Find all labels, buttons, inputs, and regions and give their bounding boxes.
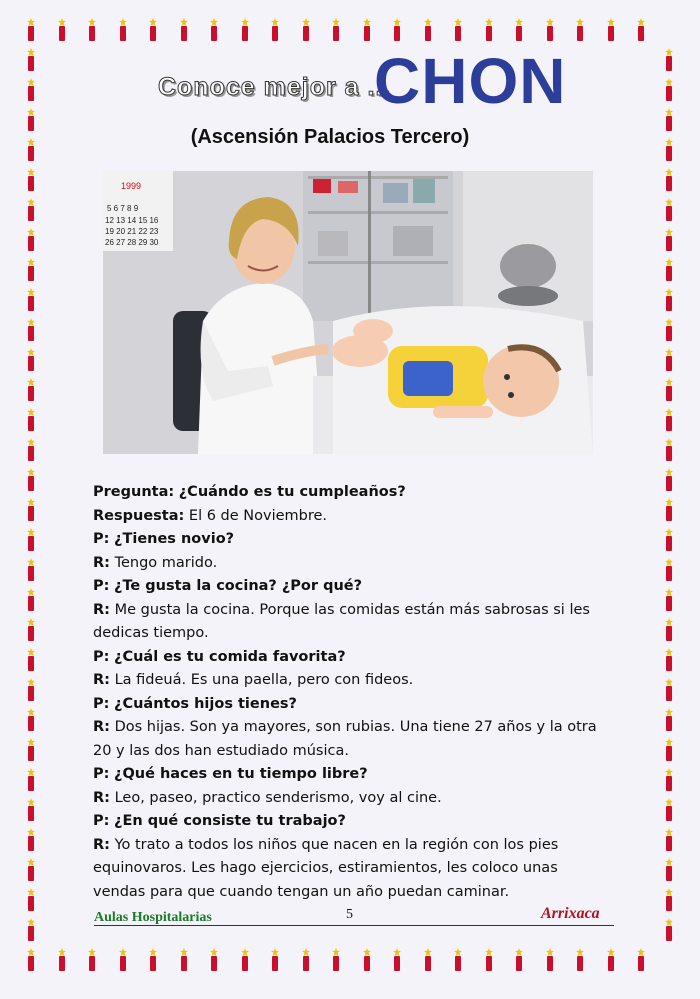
calendar-row-4: 26 27 28 29 30 bbox=[105, 238, 159, 247]
interview-line bbox=[93, 787, 613, 811]
candle-icon bbox=[453, 18, 463, 42]
candle-icon bbox=[57, 18, 67, 42]
candle-icon bbox=[664, 738, 674, 762]
candle-icon bbox=[664, 198, 674, 222]
candle-icon bbox=[664, 108, 674, 132]
candle-icon bbox=[26, 648, 36, 672]
candle-icon bbox=[392, 18, 402, 42]
interview-question: ¿Te gusta la cocina? ¿Por qué? bbox=[114, 578, 363, 594]
candle-icon bbox=[664, 618, 674, 642]
header-name: CHON bbox=[374, 45, 567, 117]
candle-icon bbox=[209, 948, 219, 972]
candle-icon bbox=[240, 18, 250, 42]
interview-answer: Dos hijas. Son ya mayores, son rubias. Una tiene 27 años y la otra 20 y las dos han estudiado música. bbox=[93, 719, 597, 759]
candle-icon bbox=[270, 948, 280, 972]
candle-icon bbox=[664, 768, 674, 792]
candle-icon bbox=[26, 348, 36, 372]
candle-icon bbox=[606, 948, 616, 972]
interview bbox=[93, 481, 613, 904]
photo bbox=[103, 171, 593, 454]
header bbox=[158, 40, 578, 120]
interview-answer: Tengo marido. bbox=[114, 554, 218, 571]
candle-icon bbox=[545, 18, 555, 42]
interview-question: ¿Cuál es tu comida favorita? bbox=[114, 648, 346, 665]
candle-icon bbox=[26, 528, 36, 552]
interview-question: ¿Cuántos hijos tienes? bbox=[114, 695, 297, 712]
candle-icon bbox=[26, 708, 36, 732]
candle-icon bbox=[26, 258, 36, 282]
candle-icon bbox=[148, 18, 158, 42]
candle-icon bbox=[664, 678, 674, 702]
candle-icon bbox=[26, 198, 36, 222]
interview-label: P: bbox=[93, 648, 110, 665]
calendar-year: 1999 bbox=[121, 181, 142, 191]
interview-line bbox=[93, 528, 613, 552]
candle-icon bbox=[26, 78, 36, 102]
candle-icon bbox=[484, 948, 494, 972]
interview-label: R: bbox=[93, 836, 110, 853]
candle-icon bbox=[664, 798, 674, 822]
candle-icon bbox=[664, 558, 674, 582]
interview-line bbox=[93, 646, 613, 670]
candle-icon bbox=[664, 858, 674, 882]
interview-answer: El 6 de Noviembre. bbox=[188, 507, 328, 524]
candle-icon bbox=[545, 948, 555, 972]
candle-icon bbox=[664, 918, 674, 942]
interview-question: ¿En qué consiste tu trabajo? bbox=[114, 813, 346, 829]
interview-label: R: bbox=[93, 554, 110, 571]
interview-question: ¿Tienes novio? bbox=[114, 531, 235, 547]
candle-icon bbox=[606, 18, 616, 42]
candle-icon bbox=[664, 438, 674, 462]
subtitle: (Ascensión Palacios Tercero) bbox=[190, 126, 470, 148]
candle-icon bbox=[148, 948, 158, 972]
candle-icon bbox=[664, 528, 674, 552]
calendar-row-3: 19 20 21 22 23 bbox=[105, 227, 159, 236]
interview-label: P: bbox=[93, 695, 110, 712]
interview-label: R: bbox=[93, 719, 110, 735]
candle-icon bbox=[664, 468, 674, 492]
candle-icon bbox=[26, 408, 36, 432]
candle-icon bbox=[362, 948, 372, 972]
candle-icon bbox=[270, 18, 280, 42]
interview-line bbox=[93, 693, 613, 717]
candle-icon bbox=[26, 18, 36, 42]
candle-icon bbox=[636, 948, 646, 972]
candle-icon bbox=[331, 948, 341, 972]
interview-answer: Leo, paseo, practico senderismo, voy al cine. bbox=[114, 789, 442, 806]
candle-icon bbox=[179, 948, 189, 972]
interview-label: P: bbox=[93, 531, 110, 547]
candle-icon bbox=[26, 828, 36, 852]
footer-rule bbox=[94, 925, 614, 926]
candle-icon bbox=[664, 348, 674, 372]
interview-answer: La fideuá. Es una paella, pero con fideos. bbox=[114, 672, 414, 688]
candle-icon bbox=[423, 18, 433, 42]
footer-left: Aulas Hospitalarias bbox=[94, 910, 212, 925]
interview-answer: Me gusta la cocina. Porque las comidas están más sabrosas si les dedicas tiempo. bbox=[93, 601, 590, 641]
candle-icon bbox=[26, 48, 36, 72]
candle-icon bbox=[26, 378, 36, 402]
candle-icon bbox=[209, 18, 219, 42]
interview-label: Pregunta: bbox=[93, 484, 175, 500]
candle-icon bbox=[26, 498, 36, 522]
candle-icon bbox=[575, 18, 585, 42]
candle-icon bbox=[57, 948, 67, 972]
candle-icon bbox=[26, 318, 36, 342]
candle-icon bbox=[26, 678, 36, 702]
interview-label: P: bbox=[93, 813, 110, 829]
candle-icon bbox=[26, 858, 36, 882]
candle-icon bbox=[664, 48, 674, 72]
candle-icon bbox=[664, 588, 674, 612]
candle-icon bbox=[664, 888, 674, 912]
candle-icon bbox=[118, 18, 128, 42]
interview-line bbox=[93, 599, 613, 646]
candle-icon bbox=[26, 558, 36, 582]
candle-icon bbox=[664, 168, 674, 192]
candle-icon bbox=[514, 18, 524, 42]
candle-icon bbox=[301, 948, 311, 972]
interview-question: ¿Qué haces en tu tiempo libre? bbox=[114, 766, 368, 782]
candle-icon bbox=[179, 18, 189, 42]
calendar-row-1: 5 6 7 8 9 bbox=[107, 204, 139, 213]
candle-icon bbox=[392, 948, 402, 972]
candle-icon bbox=[118, 948, 128, 972]
candle-icon bbox=[26, 588, 36, 612]
candle-icon bbox=[664, 708, 674, 732]
candle-icon bbox=[636, 18, 646, 42]
candle-icon bbox=[664, 78, 674, 102]
candle-icon bbox=[87, 948, 97, 972]
interview-label: Respuesta: bbox=[93, 507, 185, 524]
candle-icon bbox=[664, 408, 674, 432]
interview-line bbox=[93, 716, 613, 763]
candle-icon bbox=[331, 18, 341, 42]
candle-icon bbox=[514, 948, 524, 972]
candle-icon bbox=[664, 828, 674, 852]
candle-icon bbox=[362, 18, 372, 42]
candle-icon bbox=[87, 18, 97, 42]
candle-icon bbox=[664, 318, 674, 342]
interview-label: R: bbox=[93, 789, 110, 806]
candle-icon bbox=[453, 948, 463, 972]
candle-icon bbox=[240, 948, 250, 972]
candle-icon bbox=[26, 438, 36, 462]
candle-icon bbox=[664, 648, 674, 672]
candle-icon bbox=[26, 888, 36, 912]
header-intro: Conoce mejor a ... bbox=[158, 73, 392, 101]
footer-right: Arrixaca bbox=[541, 905, 600, 922]
candle-icon bbox=[664, 288, 674, 312]
candle-icon bbox=[26, 618, 36, 642]
interview-line bbox=[93, 834, 613, 905]
interview-label: P: bbox=[93, 578, 110, 594]
candle-icon bbox=[26, 288, 36, 312]
interview-question: ¿Cuándo es tu cumpleaños? bbox=[178, 484, 406, 500]
candle-icon bbox=[423, 948, 433, 972]
candle-icon bbox=[664, 498, 674, 522]
interview-line bbox=[93, 669, 613, 693]
candle-icon bbox=[664, 378, 674, 402]
candle-icon bbox=[26, 798, 36, 822]
candle-icon bbox=[26, 228, 36, 252]
page-number: 5 bbox=[346, 907, 353, 922]
interview-line bbox=[93, 810, 613, 834]
candle-icon bbox=[26, 468, 36, 492]
interview-line bbox=[93, 505, 613, 529]
interview-label: R: bbox=[93, 601, 110, 618]
candle-icon bbox=[26, 738, 36, 762]
candle-icon bbox=[26, 168, 36, 192]
interview-line bbox=[93, 481, 613, 505]
interview-label: R: bbox=[93, 672, 110, 688]
candle-icon bbox=[575, 948, 585, 972]
interview-label: P: bbox=[93, 766, 110, 782]
candle-icon bbox=[26, 948, 36, 972]
interview-answer: Yo trato a todos los niños que nacen en la región con los pies equinovaros. Les hago ejercicios, estiramientos, les coloco unas vendas para que cuando tengan un año puedan caminar. bbox=[93, 836, 559, 900]
calendar-row-2: 12 13 14 15 16 bbox=[105, 216, 159, 225]
candle-icon bbox=[664, 138, 674, 162]
candle-icon bbox=[301, 18, 311, 42]
candle-icon bbox=[484, 18, 494, 42]
photo-illustration bbox=[103, 171, 593, 454]
candle-icon bbox=[664, 228, 674, 252]
interview-line bbox=[93, 552, 613, 576]
candle-icon bbox=[26, 918, 36, 942]
candle-icon bbox=[26, 768, 36, 792]
interview-line bbox=[93, 763, 613, 787]
candle-icon bbox=[664, 258, 674, 282]
interview-line bbox=[93, 575, 613, 599]
